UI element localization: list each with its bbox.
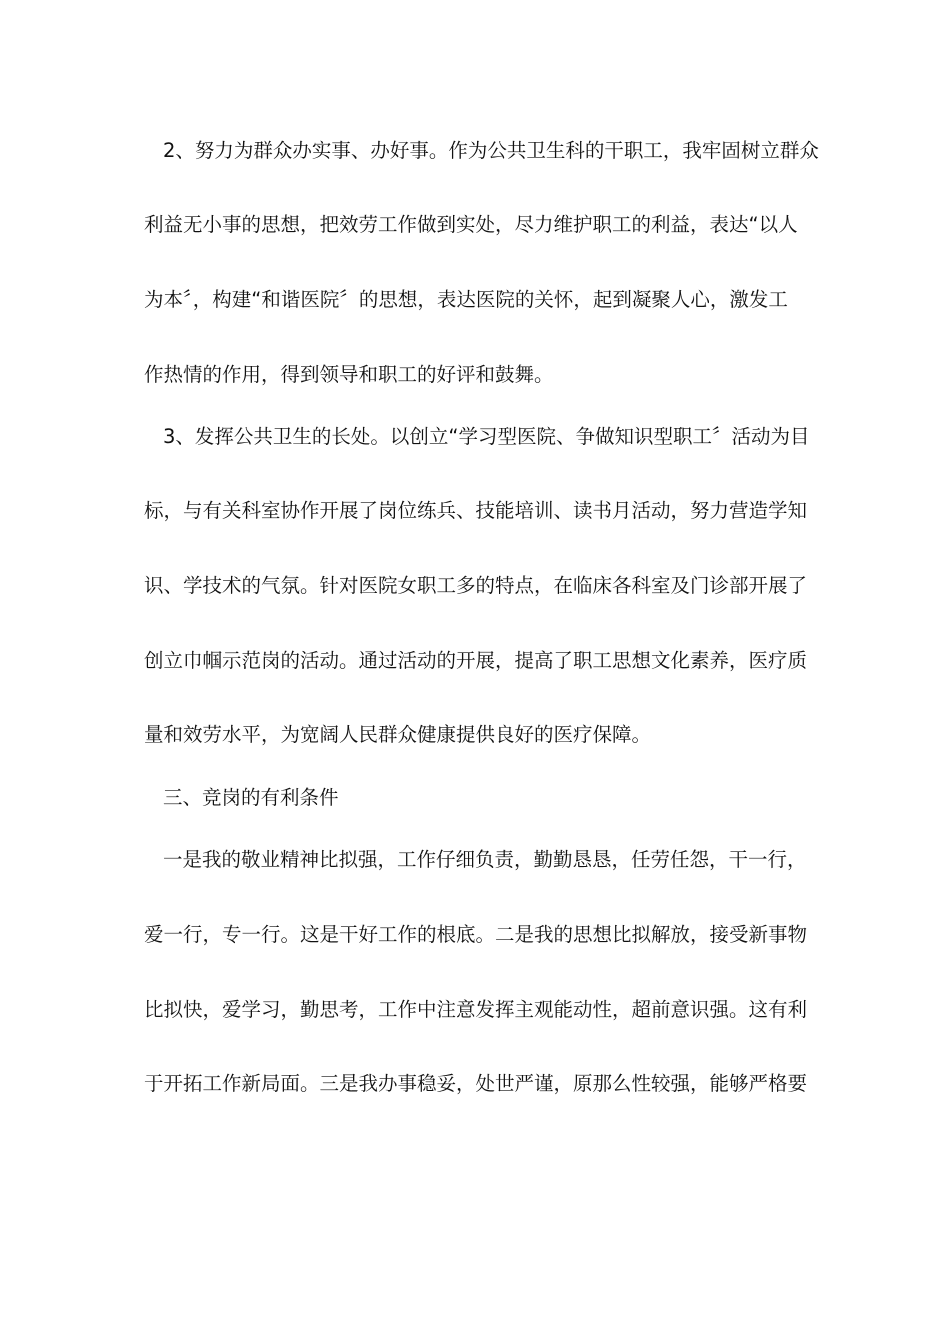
paragraph-2-line-4: 作热情的作用，得到领导和职工的好评和鼓舞。 [144,363,554,386]
paragraph-3-line-5: 量和效劳水平，为宽阔人民群众健康提供良好的医疗保障。 [144,723,652,746]
paragraph-2-line-2: 利益无小事的思想，把效劳工作做到实处，尽力维护职工的利益，表达“以人 [144,213,798,236]
paragraph-2-line-3: 为本〞，构建“和谐医院〞的思想，表达医院的关怀，起到凝聚人心，激发工 [144,288,788,311]
section-heading: 三、竞岗的有利条件 [163,786,339,809]
paragraph-4-line-3: 比拟快，爱学习，勤思考，工作中注意发挥主观能动性，超前意识强。这有利 [144,998,808,1021]
paragraph-4-line-1: 一是我的敬业精神比拟强，工作仔细负责，勤勤恳恳，任劳任怨，干一行， [163,848,807,871]
paragraph-3-line-3: 识、学技术的气氛。针对医院女职工多的特点，在临床各科室及门诊部开展了 [144,574,808,597]
paragraph-3-line-4: 创立巾帼示范岗的活动。通过活动的开展，提高了职工思想文化素养，医疗质 [144,649,808,672]
paragraph-4-line-4: 于开拓工作新局面。三是我办事稳妥，处世严谨，原那么性较强，能够严格要 [144,1072,808,1095]
paragraph-4-line-2: 爱一行，专一行。这是干好工作的根底。二是我的思想比拟解放，接受新事物 [144,923,808,946]
paragraph-3-line-1: 3、发挥公共卫生的长处。以创立“学习型医院、争做知识型职工〞活动为目 [163,425,810,448]
paragraph-2-line-1: 2、努力为群众办实事、办好事。作为公共卫生科的干职工，我牢固树立群众 [163,139,819,162]
paragraph-3-line-2: 标，与有关科室协作开展了岗位练兵、技能培训、读书月活动，努力营造学知 [144,499,808,522]
